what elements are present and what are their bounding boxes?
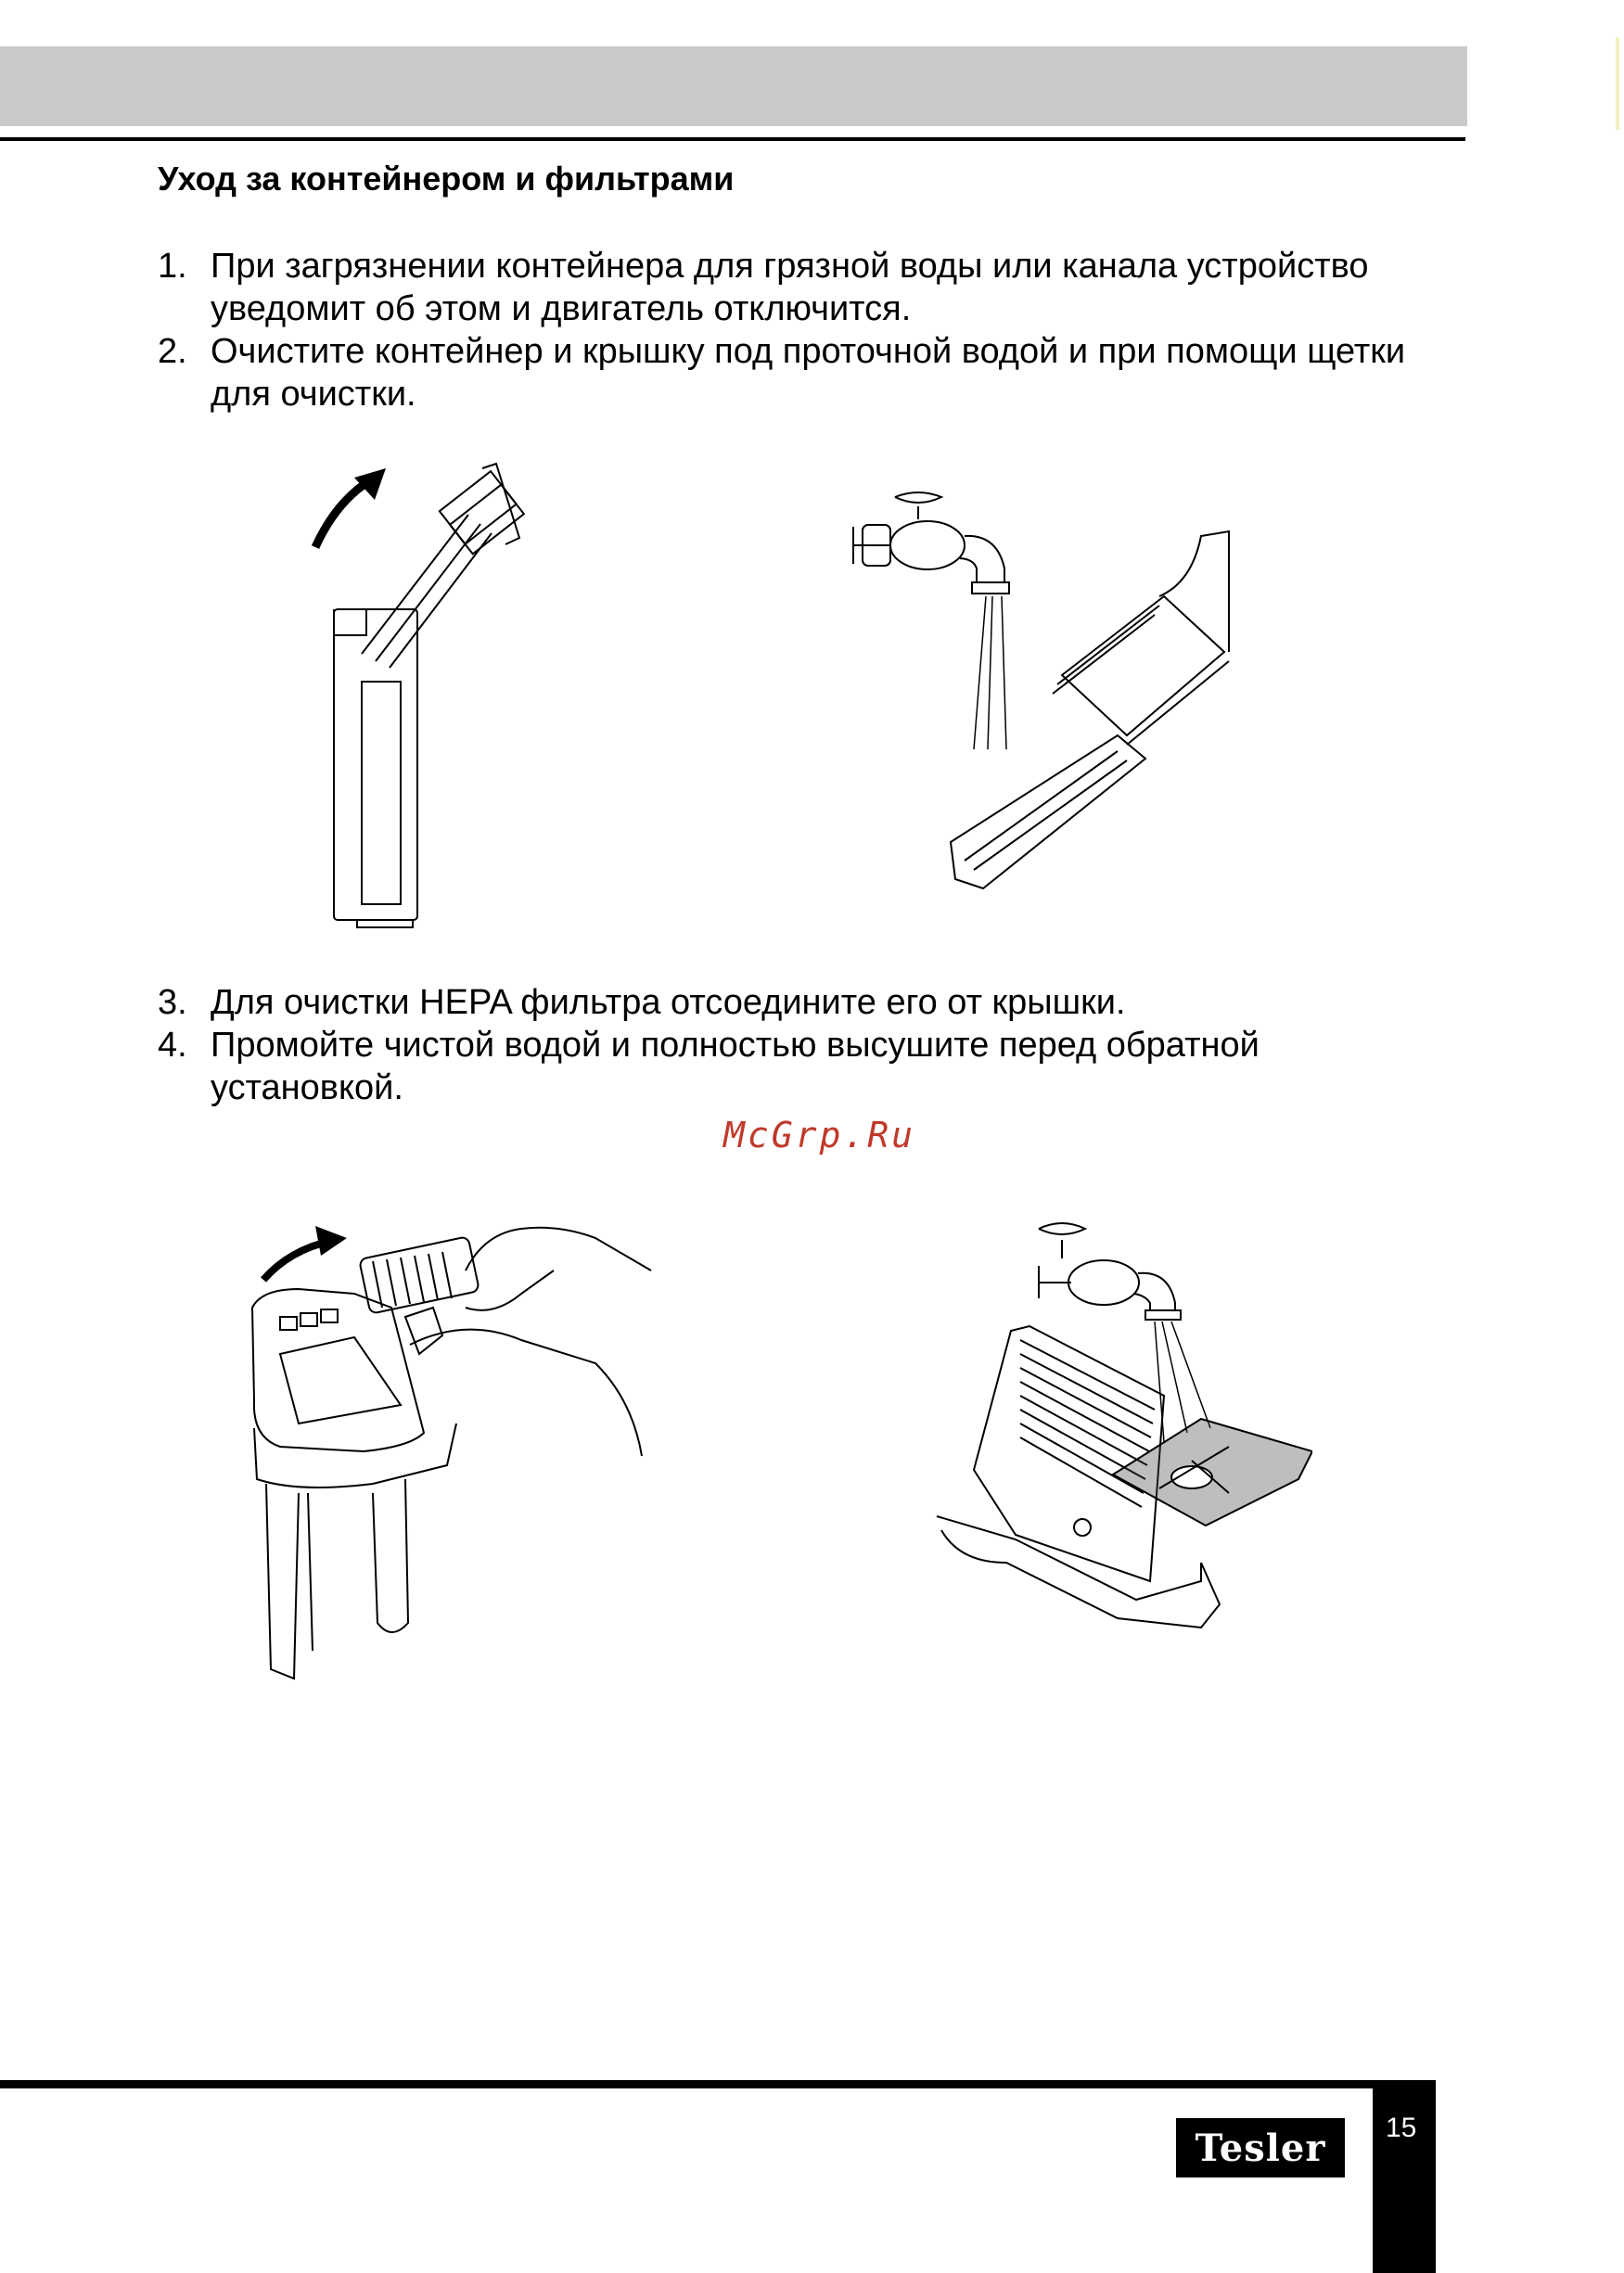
header-band [0,46,1467,126]
steps-list-1 [158,245,1456,415]
list-item [158,330,1456,415]
figure-rinse-hepa-filter [923,1210,1312,1655]
step-number: 3. [158,983,187,1022]
list-item [158,981,1456,1024]
figure-rinse-container [839,480,1247,898]
brand-logo-text: Tesler [1195,2126,1326,2170]
step-text: При загрязнении контейнера для грязной воды или канала устройство уведомит об этом и двигатель отключится. [211,247,1369,328]
figure-remove-hepa-filter [243,1215,660,1683]
header-rule [0,137,1465,141]
edge-mark [1616,37,1619,130]
footer-page-tab [1373,2080,1436,2273]
step-number: 2. [158,332,187,371]
figure-remove-lid [297,459,556,932]
watermark: McGrp.Ru [723,1115,916,1156]
arrow-icon [315,1226,347,1256]
faucet-icon [1039,1223,1181,1320]
page-number: 15 [1386,2113,1417,2143]
step-number: 4. [158,1026,187,1065]
step-text: Очистите контейнер и крышку под проточной водой и при помощи щетки для очистки. [211,332,1406,414]
section-title: Уход за контейнером и фильтрами [158,160,735,198]
step-text: Для очистки HEPA фильтра отсоедините его от крышки. [211,983,1126,1022]
faucet-icon [853,492,1009,594]
step-text: Промойте чистой водой и полностью высушите перед обратной установкой. [211,1026,1260,1107]
brand-logo [1176,2118,1345,2177]
list-item [158,1024,1456,1109]
steps-list-2 [158,981,1456,1109]
step-number: 1. [158,247,187,286]
list-item [158,245,1456,330]
footer-rule [0,2080,1436,2088]
